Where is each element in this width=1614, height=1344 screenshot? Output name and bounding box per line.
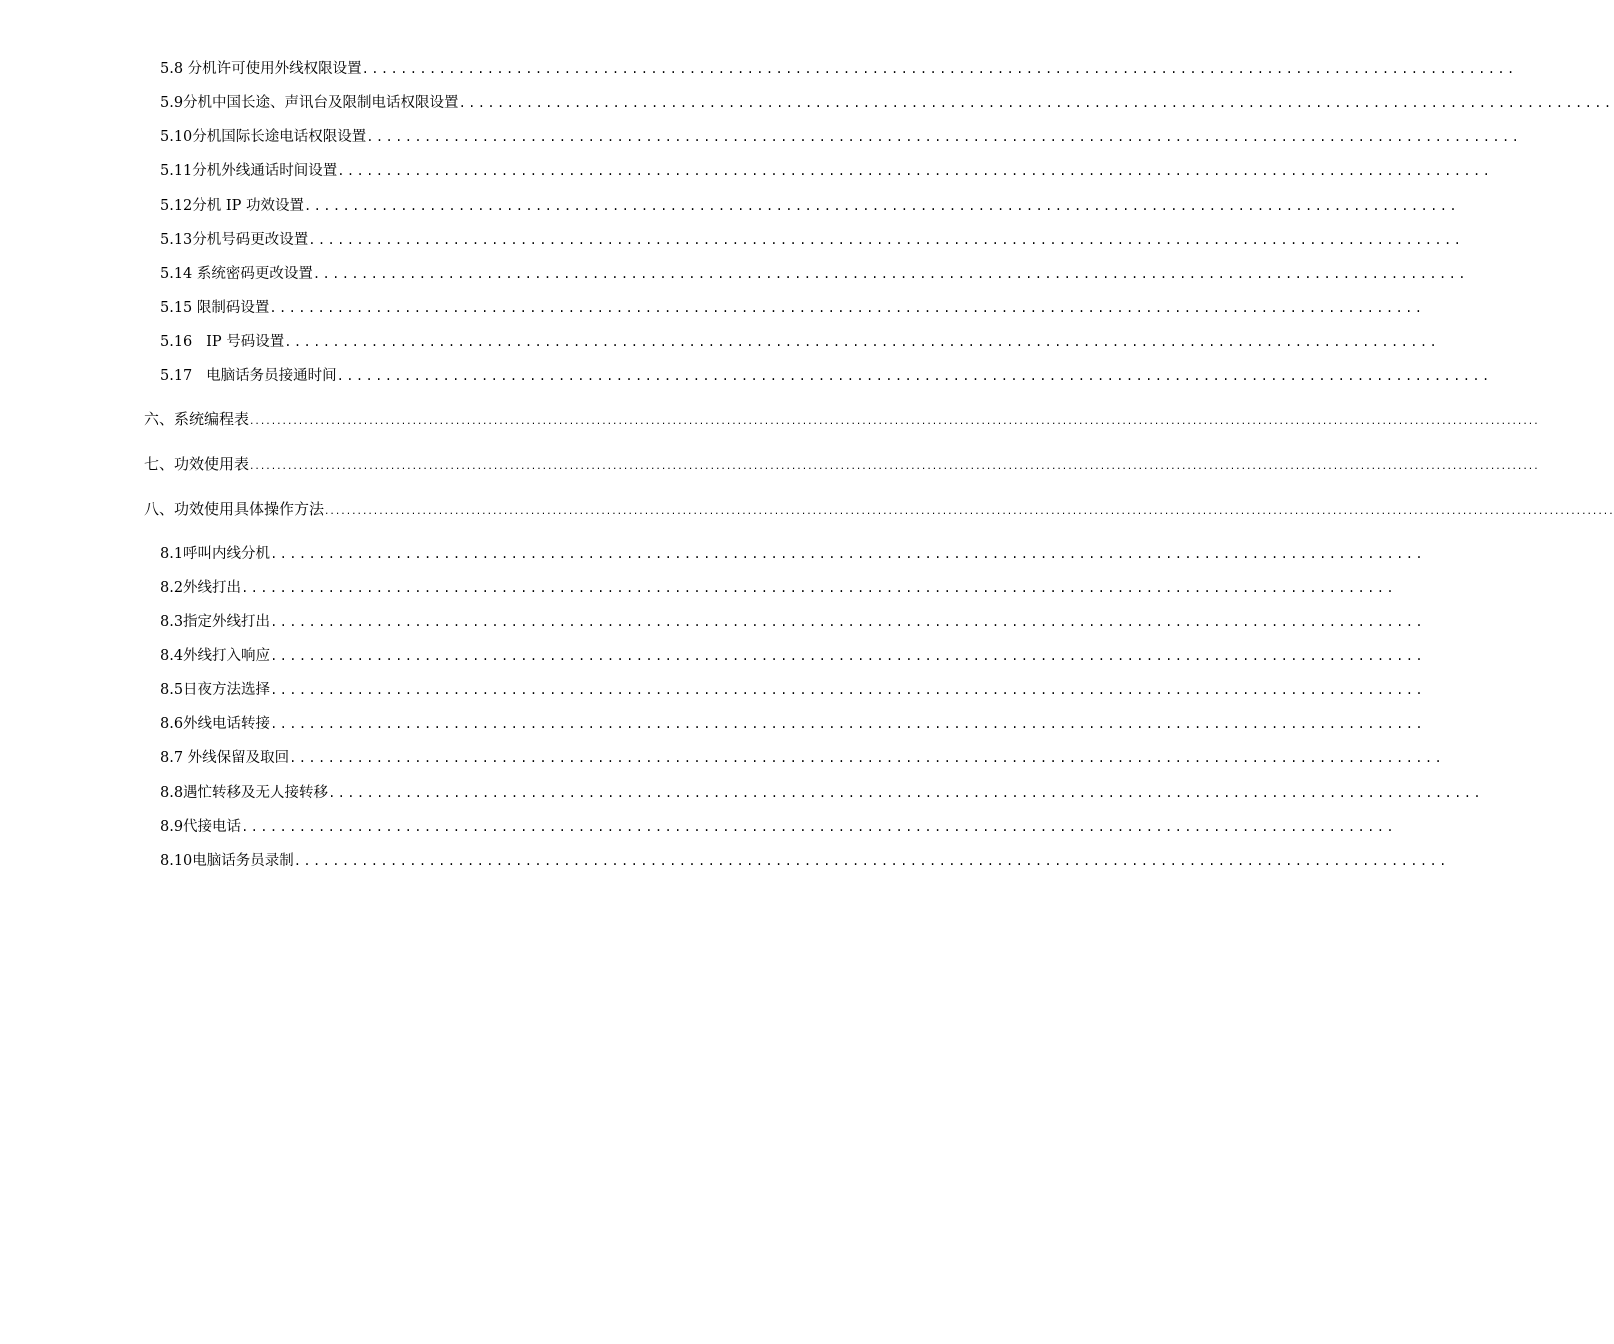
toc-chapter-label: 八、功效使用具体操作方法 <box>144 500 325 518</box>
toc-entry-8-3[interactable] <box>160 612 1426 632</box>
toc-dot-leader: ........................................................................................................................ <box>336 369 1492 383</box>
toc-entry-8-6[interactable] <box>160 714 1426 734</box>
toc-dot-leader: ........................................................................................................................ <box>269 301 1425 315</box>
toc-dot-leader: ........................................................................................................................ <box>270 547 1426 561</box>
toc-entry-8-1[interactable] <box>160 544 1426 564</box>
toc-entry-label: 5.9分机中国长途、声讯台及限制电话权限设置 <box>160 95 459 111</box>
toc-entry-8-7[interactable] <box>160 748 1445 768</box>
toc-dot-leader: ........................................................................................................................ <box>308 233 1464 247</box>
toc-entry-5-9[interactable] <box>160 93 1614 113</box>
toc-entry-label: 5.15 限制码设置 <box>160 300 270 316</box>
toc-entry-5-14[interactable] <box>160 264 1468 284</box>
toc-entry-5-10[interactable] <box>160 127 1522 147</box>
toc-entry-label: 5.8 分机许可使用外线权限设置 <box>160 61 362 77</box>
toc-entry-5-15[interactable] <box>160 298 1425 318</box>
toc-chapter-label: 七、功效使用表 <box>144 455 250 473</box>
toc-dot-leader: ........................................................................................................................ <box>241 820 1397 834</box>
toc-dot-leader: .............................................................................................................................................................................................................................................. <box>324 507 1614 517</box>
toc-chapter-7[interactable] <box>144 454 1539 477</box>
toc-entry-8-8[interactable] <box>160 783 1484 803</box>
toc-entry-label: 5.14 系统密码更改设置 <box>160 266 313 282</box>
toc-entry-label: 5.11分机外线通话时间设置 <box>160 163 338 179</box>
toc-entry-5-17[interactable] <box>160 366 1492 386</box>
toc-chapter-label: 六、系统编程表 <box>144 410 250 428</box>
toc-dot-leader: ........................................................................................................................ <box>284 335 1440 349</box>
toc-chapter-6[interactable] <box>144 409 1539 432</box>
toc-dot-leader: ........................................................................................................................ <box>337 164 1493 178</box>
toc-entry-label: 8.4外线打入响应 <box>160 648 271 664</box>
toc-entry-8-4[interactable] <box>160 646 1426 666</box>
toc-entry-label: 8.6外线电话转接 <box>160 716 271 732</box>
toc-entry-5-11[interactable] <box>160 161 1493 181</box>
toc-dot-leader: .............................................................................................................................................................................................................................................. <box>249 462 1539 472</box>
toc-entry-8-5[interactable] <box>160 680 1426 700</box>
toc-dot-leader: ........................................................................................................................ <box>328 786 1484 800</box>
toc-entry-label: 8.5日夜方法选择 <box>160 682 271 698</box>
toc-entry-label: 8.9代接电话 <box>160 819 242 835</box>
toc-entry-5-13[interactable] <box>160 230 1464 250</box>
toc-entry-label: 5.12分机 IP 功效设置 <box>160 198 304 214</box>
toc-entry-5-12[interactable] <box>160 196 1459 216</box>
toc-entry-label: 8.7 外线保留及取回 <box>160 750 290 766</box>
toc-entry-label: 8.2外线打出 <box>160 580 242 596</box>
toc-dot-leader: ........................................................................................................................ <box>312 267 1468 281</box>
toc-entry-label: 5.13分机号码更改设置 <box>160 232 309 248</box>
toc-entry-8-9[interactable] <box>160 817 1397 837</box>
toc-dot-leader: ........................................................................................................................ <box>366 130 1522 144</box>
toc-entry-label: 5.17 电脑话务员接通时间 <box>160 368 337 384</box>
toc-dot-leader: ........................................................................................................................ <box>458 96 1614 110</box>
toc-dot-leader: ........................................................................................................................ <box>270 717 1426 731</box>
toc-dot-leader: ........................................................................................................................ <box>270 649 1426 663</box>
toc-dot-leader: ........................................................................................................................ <box>304 199 1459 213</box>
toc-entry-label: 8.3指定外线打出 <box>160 614 271 630</box>
toc-chapter-8[interactable] <box>144 499 1614 522</box>
toc-entry-label: 5.10分机国际长途电话权限设置 <box>160 129 367 145</box>
toc-dot-leader: ........................................................................................................................ <box>241 581 1397 595</box>
toc-dot-leader: ........................................................................................................................ <box>270 683 1426 697</box>
toc-entry-5-16[interactable] <box>160 332 1440 352</box>
toc-entry-8-10[interactable] <box>160 851 1449 871</box>
toc-dot-leader: ........................................................................................................................ <box>293 854 1449 868</box>
toc-entry-label: 5.16 IP 号码设置 <box>160 334 285 350</box>
toc-dot-leader: ........................................................................................................................ <box>289 751 1445 765</box>
toc-entry-label: 8.1呼叫内线分机 <box>160 546 271 562</box>
toc-entry-label: 8.10电脑话务员录制 <box>160 853 294 869</box>
toc-dot-leader: .............................................................................................................................................................................................................................................. <box>249 417 1539 427</box>
toc-dot-leader: ........................................................................................................................ <box>270 615 1426 629</box>
toc-dot-leader: ........................................................................................................................ <box>361 62 1517 76</box>
toc-entry-8-2[interactable] <box>160 578 1397 598</box>
toc-entry-label: 8.8遇忙转移及无人接转移 <box>160 785 329 801</box>
toc-entry-5-8[interactable] <box>160 59 1517 79</box>
